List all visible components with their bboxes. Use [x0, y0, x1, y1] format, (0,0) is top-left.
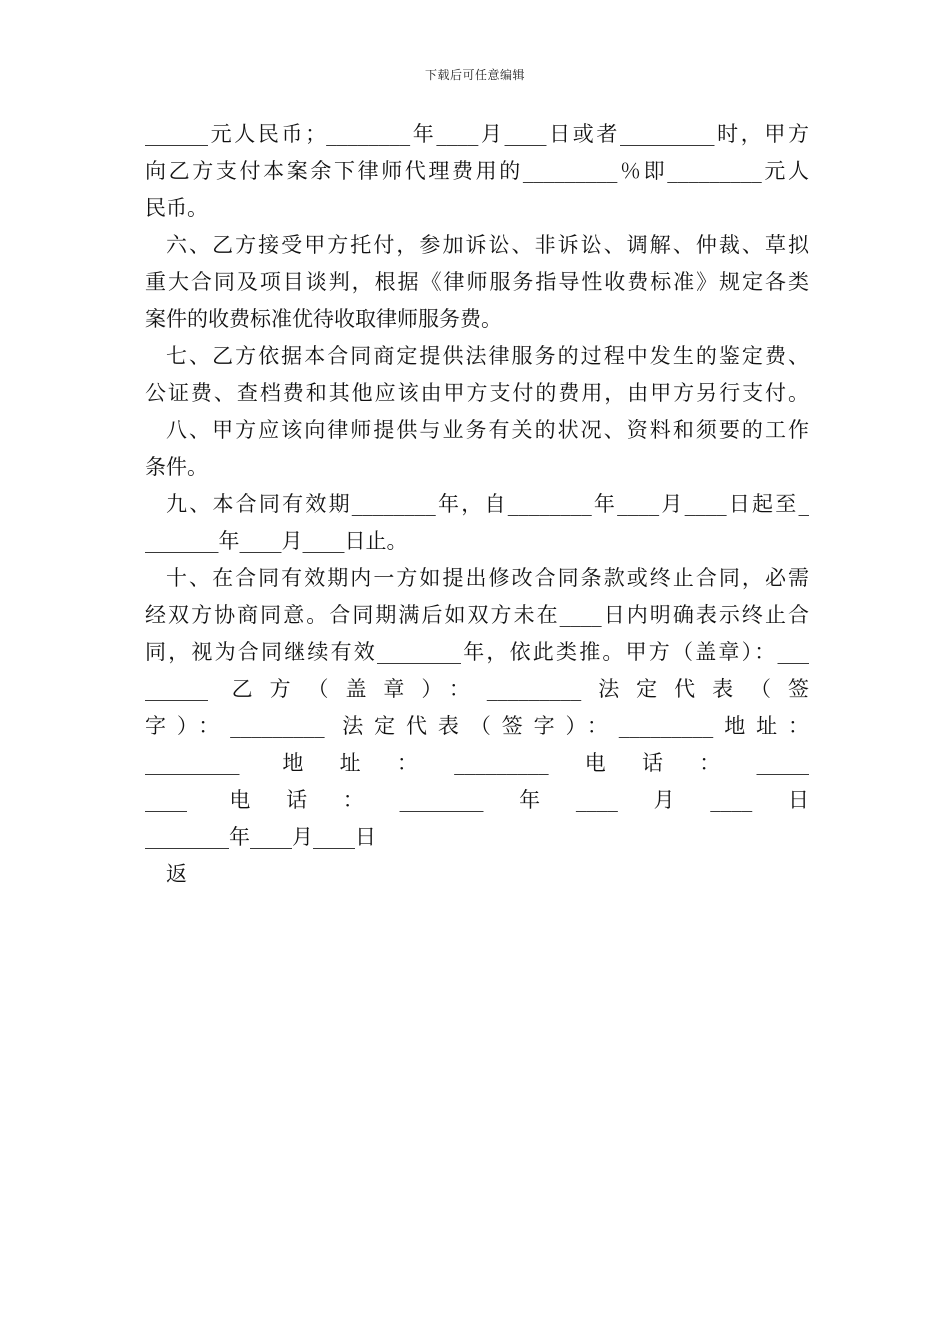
contract-line: ______元人民币；________年____月____日或者_________时，甲方 [145, 122, 809, 146]
contract-line: 案件的收费标准优待收取律师服务费。 [145, 307, 502, 331]
contract-body [145, 116, 809, 893]
contract-line: ______ 乙方（盖章）：_________法定代表（签 [145, 677, 809, 701]
contract-line: 八、甲方应该向律师提供与业务有关的状况、资料和须要的工作 [166, 418, 809, 442]
contract-line: 九、本合同有效期________年，自________年____月____日起至_ [166, 492, 809, 516]
page-header: 下载后可任意编辑 [424, 68, 525, 82]
contract-line: 重大合同及项目谈判，根据《律师服务指导性收费标准》规定各类 [145, 270, 809, 294]
contract-line: 条件。 [145, 455, 208, 479]
contract-line: 十、在合同有效期内一方如提出修改合同条款或终止合同，必需 [166, 566, 809, 590]
contract-line: ________年____月____日 [145, 825, 376, 849]
contract-line: 民币。 [145, 196, 208, 220]
contract-line: 字）：_________ 法定代表（签字）：_________地址： [145, 714, 809, 738]
contract-line: 经双方协商同意。合同期满后如双方未在____日内明确表示终止合 [145, 603, 809, 627]
contract-line: _________ 地址：_________电话：_____ [145, 751, 809, 775]
contract-line: 同，视为合同继续有效________年，依此类推。甲方（盖章）：___ [145, 640, 809, 664]
contract-line: ____ 电话：________年____月____日 [145, 788, 809, 812]
contract-line: _______年____月____日止。 [145, 529, 408, 553]
contract-line: 七、乙方依据本合同商定提供法律服务的过程中发生的鉴定费、 [166, 344, 809, 368]
contract-line: 向乙方支付本案余下律师代理费用的_________％即_________元人 [145, 159, 809, 183]
contract-line: 返 [166, 862, 187, 886]
contract-line: 公证费、查档费和其他应该由甲方支付的费用，由甲方另行支付。 [145, 381, 809, 405]
contract-line: 六、乙方接受甲方托付，参加诉讼、非诉讼、调解、仲裁、草拟 [166, 233, 809, 257]
